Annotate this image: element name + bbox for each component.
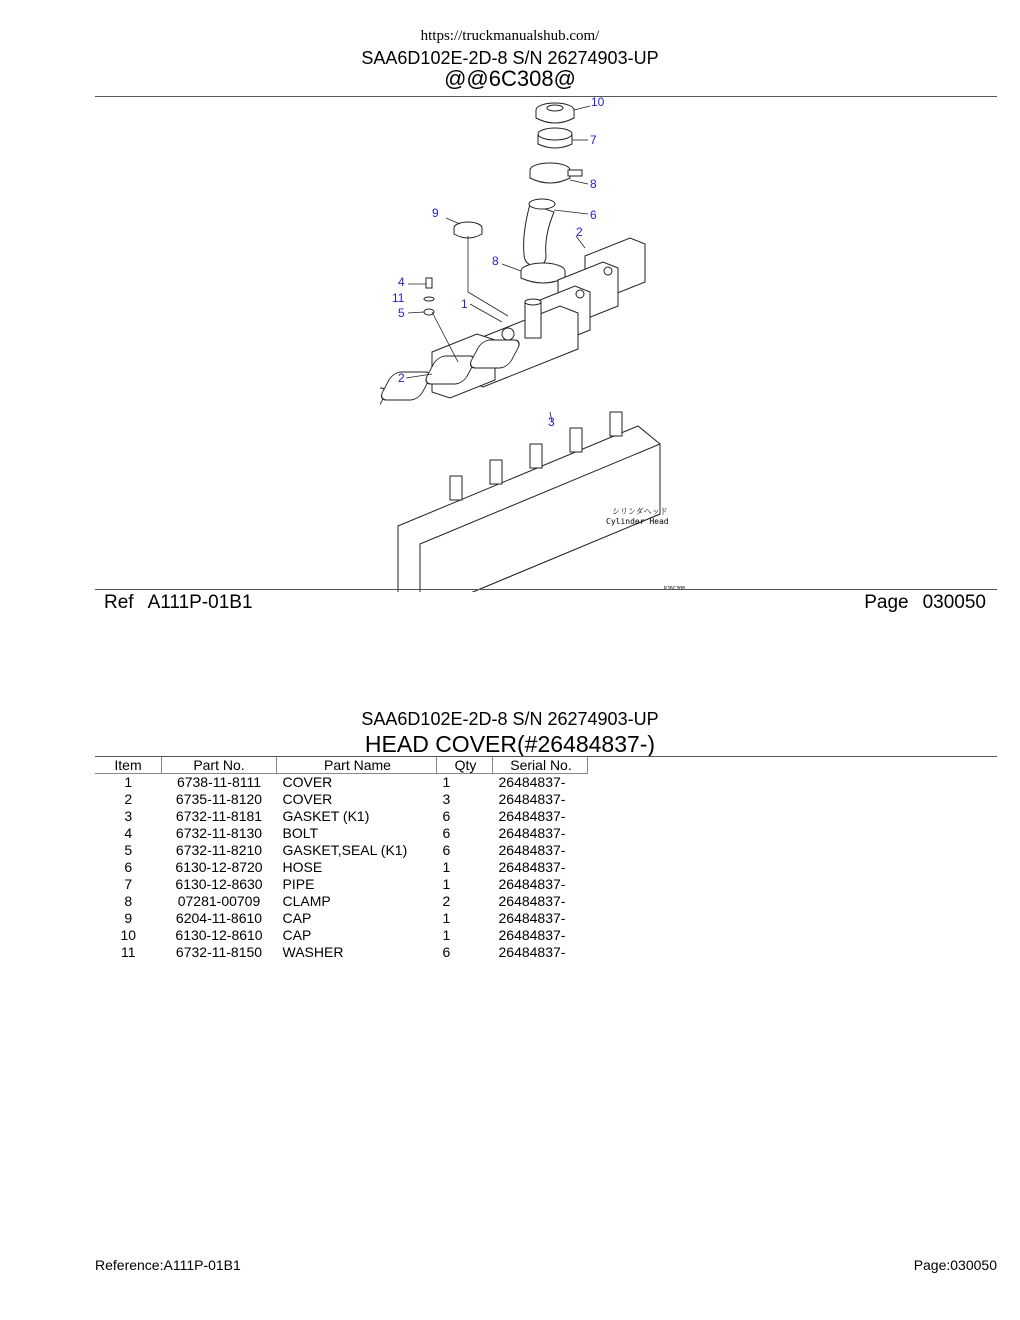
cell-qty: 3 (442, 791, 451, 807)
cell-serial-no: 26484837- (498, 825, 566, 841)
section-model-heading: SAA6D102E-2D-8 S/N 26274903-UP (361, 709, 659, 729)
cell-part-no: 07281-00709 (177, 893, 261, 909)
footer-reference: Reference:A111P-01B1 (95, 1257, 241, 1273)
ref-row (104, 592, 267, 614)
parts-table-body (95, 774, 588, 962)
cell-part-name: COVER (282, 791, 333, 807)
cell-qty: 6 (442, 944, 451, 960)
cell-item: 11 (120, 944, 136, 960)
table-row (95, 859, 588, 876)
cell-qty: 6 (442, 825, 451, 841)
cell-qty: 1 (442, 910, 451, 926)
cell-part-no: 6732-11-8130 (175, 825, 263, 841)
parts-table (95, 757, 588, 961)
cell-part-name: CAP (282, 910, 312, 926)
table-row (95, 774, 588, 792)
cell-item: 10 (120, 927, 137, 943)
table-row (95, 808, 588, 825)
callout-label: 4 (398, 275, 405, 289)
cell-item: 7 (124, 876, 133, 892)
callout-label: 11 (392, 291, 405, 305)
cell-part-no: 6204-11-8610 (175, 910, 263, 926)
page-label: Page (864, 592, 909, 613)
page-value: 030050 (922, 592, 986, 613)
bolt-washer-seal-part (424, 278, 434, 315)
cell-serial-no: 26484837- (498, 808, 566, 824)
hose-6-part (524, 199, 555, 266)
ref-label: Ref (104, 592, 134, 613)
cell-qty: 1 (442, 859, 451, 875)
table-row (95, 791, 588, 808)
source-url: https://truckmanualshub.com/ (420, 28, 600, 44)
cell-qty: 6 (442, 842, 451, 858)
callout-label: 9 (432, 206, 439, 220)
cell-item: 5 (124, 842, 133, 858)
section-title: HEAD COVER(#26484837-) (364, 731, 656, 757)
cell-serial-no: 26484837- (498, 774, 566, 790)
cell-part-no: 6735-11-8120 (175, 791, 263, 807)
cell-item: 1 (124, 774, 133, 790)
cell-serial-no: 26484837- (498, 876, 566, 892)
column-header-qty: Qty (437, 757, 493, 774)
column-header-item: Item (95, 757, 162, 774)
footer-page: Page:030050 (913, 1257, 997, 1273)
cell-part-name: CLAMP (282, 893, 331, 909)
model-heading: SAA6D102E-2D-8 S/N 26274903-UP (361, 48, 659, 68)
column-header-part-no: Part No. (162, 757, 277, 774)
callout-label: 2 (398, 371, 405, 385)
pipe-7-part (538, 128, 572, 148)
cell-part-no: 6732-11-8181 (175, 808, 263, 824)
page-row (850, 592, 986, 614)
table-row (95, 893, 588, 910)
cell-part-no: 6732-11-8150 (175, 944, 263, 960)
cell-serial-no: 26484837- (498, 791, 566, 807)
cell-serial-no: 26484837- (498, 859, 566, 875)
cell-part-no: 6130-12-8630 (175, 876, 263, 892)
cell-serial-no: 26484837- (498, 944, 566, 960)
cylinder-head-part (398, 412, 660, 592)
cylinder-head-jp-label: シリンダヘッド (612, 507, 668, 516)
cell-serial-no: 26484837- (498, 893, 566, 909)
cell-qty: 1 (442, 774, 451, 790)
cell-qty: 1 (442, 927, 451, 943)
callout-label: 3 (548, 415, 555, 429)
cell-part-name: HOSE (282, 859, 323, 875)
table-row (95, 910, 588, 927)
cell-part-name: CAP (282, 927, 312, 943)
table-row (95, 825, 588, 842)
figure-code-small: PJ6C308 (664, 586, 686, 592)
cell-part-name: GASKET (K1) (282, 808, 370, 824)
cell-part-name: PIPE (282, 876, 315, 892)
cell-qty: 1 (442, 876, 451, 892)
cell-item: 4 (124, 825, 133, 841)
cell-serial-no: 26484837- (498, 927, 566, 943)
cell-part-no: 6738-11-8111 (176, 774, 262, 790)
table-row (95, 944, 588, 961)
cell-item: 9 (124, 910, 133, 926)
table-row (95, 927, 588, 944)
cell-item: 2 (124, 791, 133, 807)
cell-part-no: 6130-12-8720 (175, 859, 263, 875)
table-row (95, 842, 588, 859)
cell-qty: 6 (442, 808, 451, 824)
exploded-parts-diagram (380, 96, 740, 592)
callout-label: 8 (492, 254, 499, 268)
cell-part-no: 6130-12-8610 (175, 927, 263, 943)
table-header-row (95, 757, 588, 774)
cylinder-head-en-label: Cylinder Head (606, 517, 669, 526)
figure-code-heading: @@6C308@ (444, 66, 576, 91)
cell-item: 8 (124, 893, 133, 909)
diagram-divider (95, 589, 997, 590)
column-header-part-name: Part Name (277, 757, 437, 774)
cell-serial-no: 26484837- (498, 910, 566, 926)
callout-label: 1 (461, 297, 468, 311)
cell-qty: 2 (442, 893, 451, 909)
cap-9-part (454, 222, 482, 238)
column-header-serial-no: Serial No. (493, 757, 588, 774)
cap-10-part (536, 103, 574, 123)
callout-label: 5 (398, 306, 405, 320)
callout-label: 6 (590, 208, 597, 222)
cell-serial-no: 26484837- (498, 842, 566, 858)
cell-part-name: BOLT (282, 825, 319, 841)
cell-part-no: 6732-11-8210 (175, 842, 263, 858)
cell-part-name: GASKET,SEAL (K1) (282, 842, 408, 858)
cell-part-name: COVER (282, 774, 333, 790)
ref-value: A111P-01B1 (147, 592, 253, 613)
cell-item: 3 (124, 808, 133, 824)
callout-label: 10 (591, 96, 605, 109)
cell-part-name: WASHER (282, 944, 344, 960)
clamp-8-upper-part (530, 163, 582, 183)
callout-label: 7 (590, 133, 597, 147)
callout-label: 2 (576, 225, 583, 239)
table-row (95, 876, 588, 893)
cell-item: 6 (124, 859, 133, 875)
callout-label: 8 (590, 177, 597, 191)
